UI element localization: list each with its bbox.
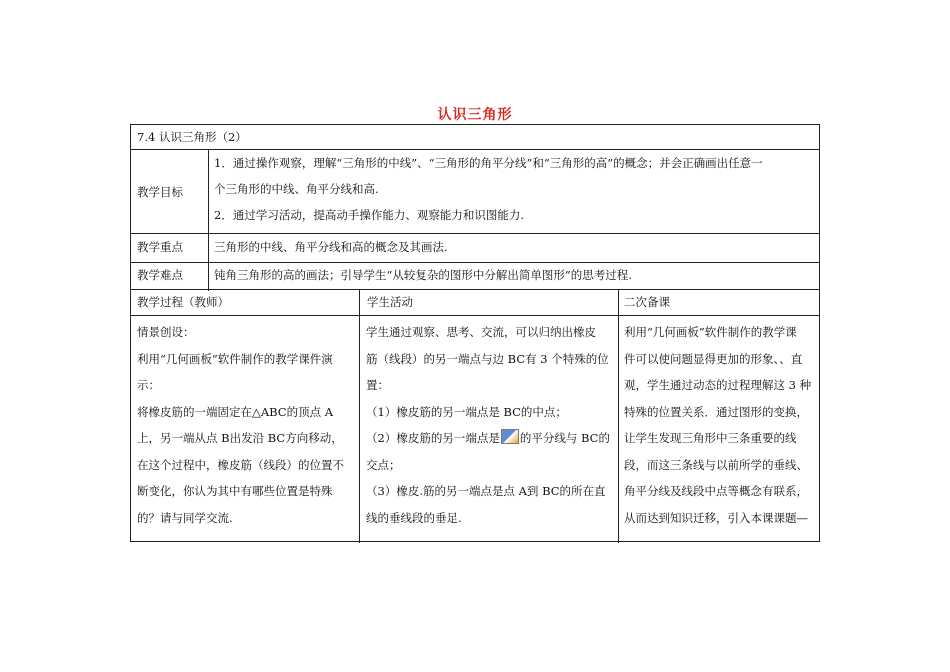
student-column-header: 学生活动 [367, 295, 413, 309]
teacher-process [137, 319, 355, 531]
text-line: 观，学生通过动态的过程理解这 3 种 [624, 378, 812, 392]
section-header: 7.4 认识三角形（2） [137, 130, 247, 144]
col-divider [208, 149, 209, 291]
row-divider [131, 262, 819, 263]
text-line: 上，另一端从点 B出发沿 BC方向移动， [137, 431, 343, 445]
text-line: 特殊的位置关系．通过图形的变换， [624, 404, 808, 419]
goal-line: 个三角形的中线、角平分线和高. [214, 182, 379, 196]
difficulties-label: 教学难点 [137, 268, 183, 282]
text-line: 置： [366, 378, 389, 392]
row-divider [131, 289, 819, 290]
col-divider [359, 289, 360, 543]
row-divider [131, 233, 819, 234]
angle-image-icon [501, 429, 519, 444]
key-points-label: 教学重点 [137, 240, 183, 254]
teacher-column-header: 教学过程（教师） [137, 295, 229, 309]
text-line: （1）橡皮筋的另一端点是 BC的中点； [366, 404, 567, 419]
text-line: 学生通过观察、思考、交流，可以归纳出橡皮 [366, 325, 596, 339]
text-line: 交点； [366, 457, 401, 472]
text-line: 断变化，你认为其中有哪些位置是特殊 [137, 484, 333, 498]
goal-line: 2．通过学习活动，提高动手操作能力、观察能力和识图能力. [214, 208, 524, 222]
col-divider [618, 289, 619, 543]
difficulties-text: 钝角三角形的高的画法；引导学生“从较复杂的图形中分解出简单图形”的思考过程. [214, 268, 632, 282]
student-activities [366, 319, 616, 531]
text-line: 角平分线及线段中点等概念有联系， [624, 484, 808, 498]
goals-label: 教学目标 [137, 185, 183, 199]
second-prep-notes [624, 319, 820, 531]
text-line: 件可以使问题显得更加的形象、、直 [624, 351, 803, 366]
row-divider [131, 315, 819, 316]
goals-text [214, 150, 818, 228]
key-points-text: 三角形的中线、角平分线和高的概念及其画法. [214, 240, 448, 254]
goal-line: 1．通过操作观察，理解“三角形的中线”、“三角形的角平分线”和“三角形的高”的概念；并会正确画出任意一 [214, 156, 763, 170]
text-fragment: （2）橡皮筋的另一端点是 [366, 431, 500, 445]
text-line: 在这个过程中，橡皮筋（线段）的位置不 [137, 457, 344, 472]
page-title: 认识三角形 [437, 107, 513, 123]
text-line: （3）橡皮.筋的另一端点是点 A到 BC的所在直 [366, 484, 606, 498]
text-line [366, 425, 616, 452]
text-line: 情景创设： [137, 325, 195, 339]
text-line: 让学生发现三角形中三条重要的线 [624, 431, 797, 445]
text-line: 利用“几何画板”软件制作的教学课件演 [137, 351, 333, 366]
text-line: 的？请与同学交流. [137, 510, 233, 525]
text-line: 利用“几何画板”软件制作的教学课 [624, 325, 797, 339]
text-line: 段，而这三条线与以前所学的垂线、 [624, 457, 808, 472]
text-line: 示： [137, 378, 160, 392]
notes-column-header: 二次备课 [624, 295, 670, 309]
lesson-plan-table [130, 124, 820, 542]
text-line: 线的垂线段的垂足. [366, 510, 462, 525]
text-line: 筋（线段）的另一端点与边 BC有 3 个特殊的位 [366, 351, 609, 366]
text-line: 从而达到知识迁移，引入本课课题— [624, 510, 808, 525]
text-fragment: 的平分线与 BC的 [519, 431, 610, 445]
text-line: 将橡皮筋的一端固定在△ABC的顶点 A [137, 404, 334, 419]
